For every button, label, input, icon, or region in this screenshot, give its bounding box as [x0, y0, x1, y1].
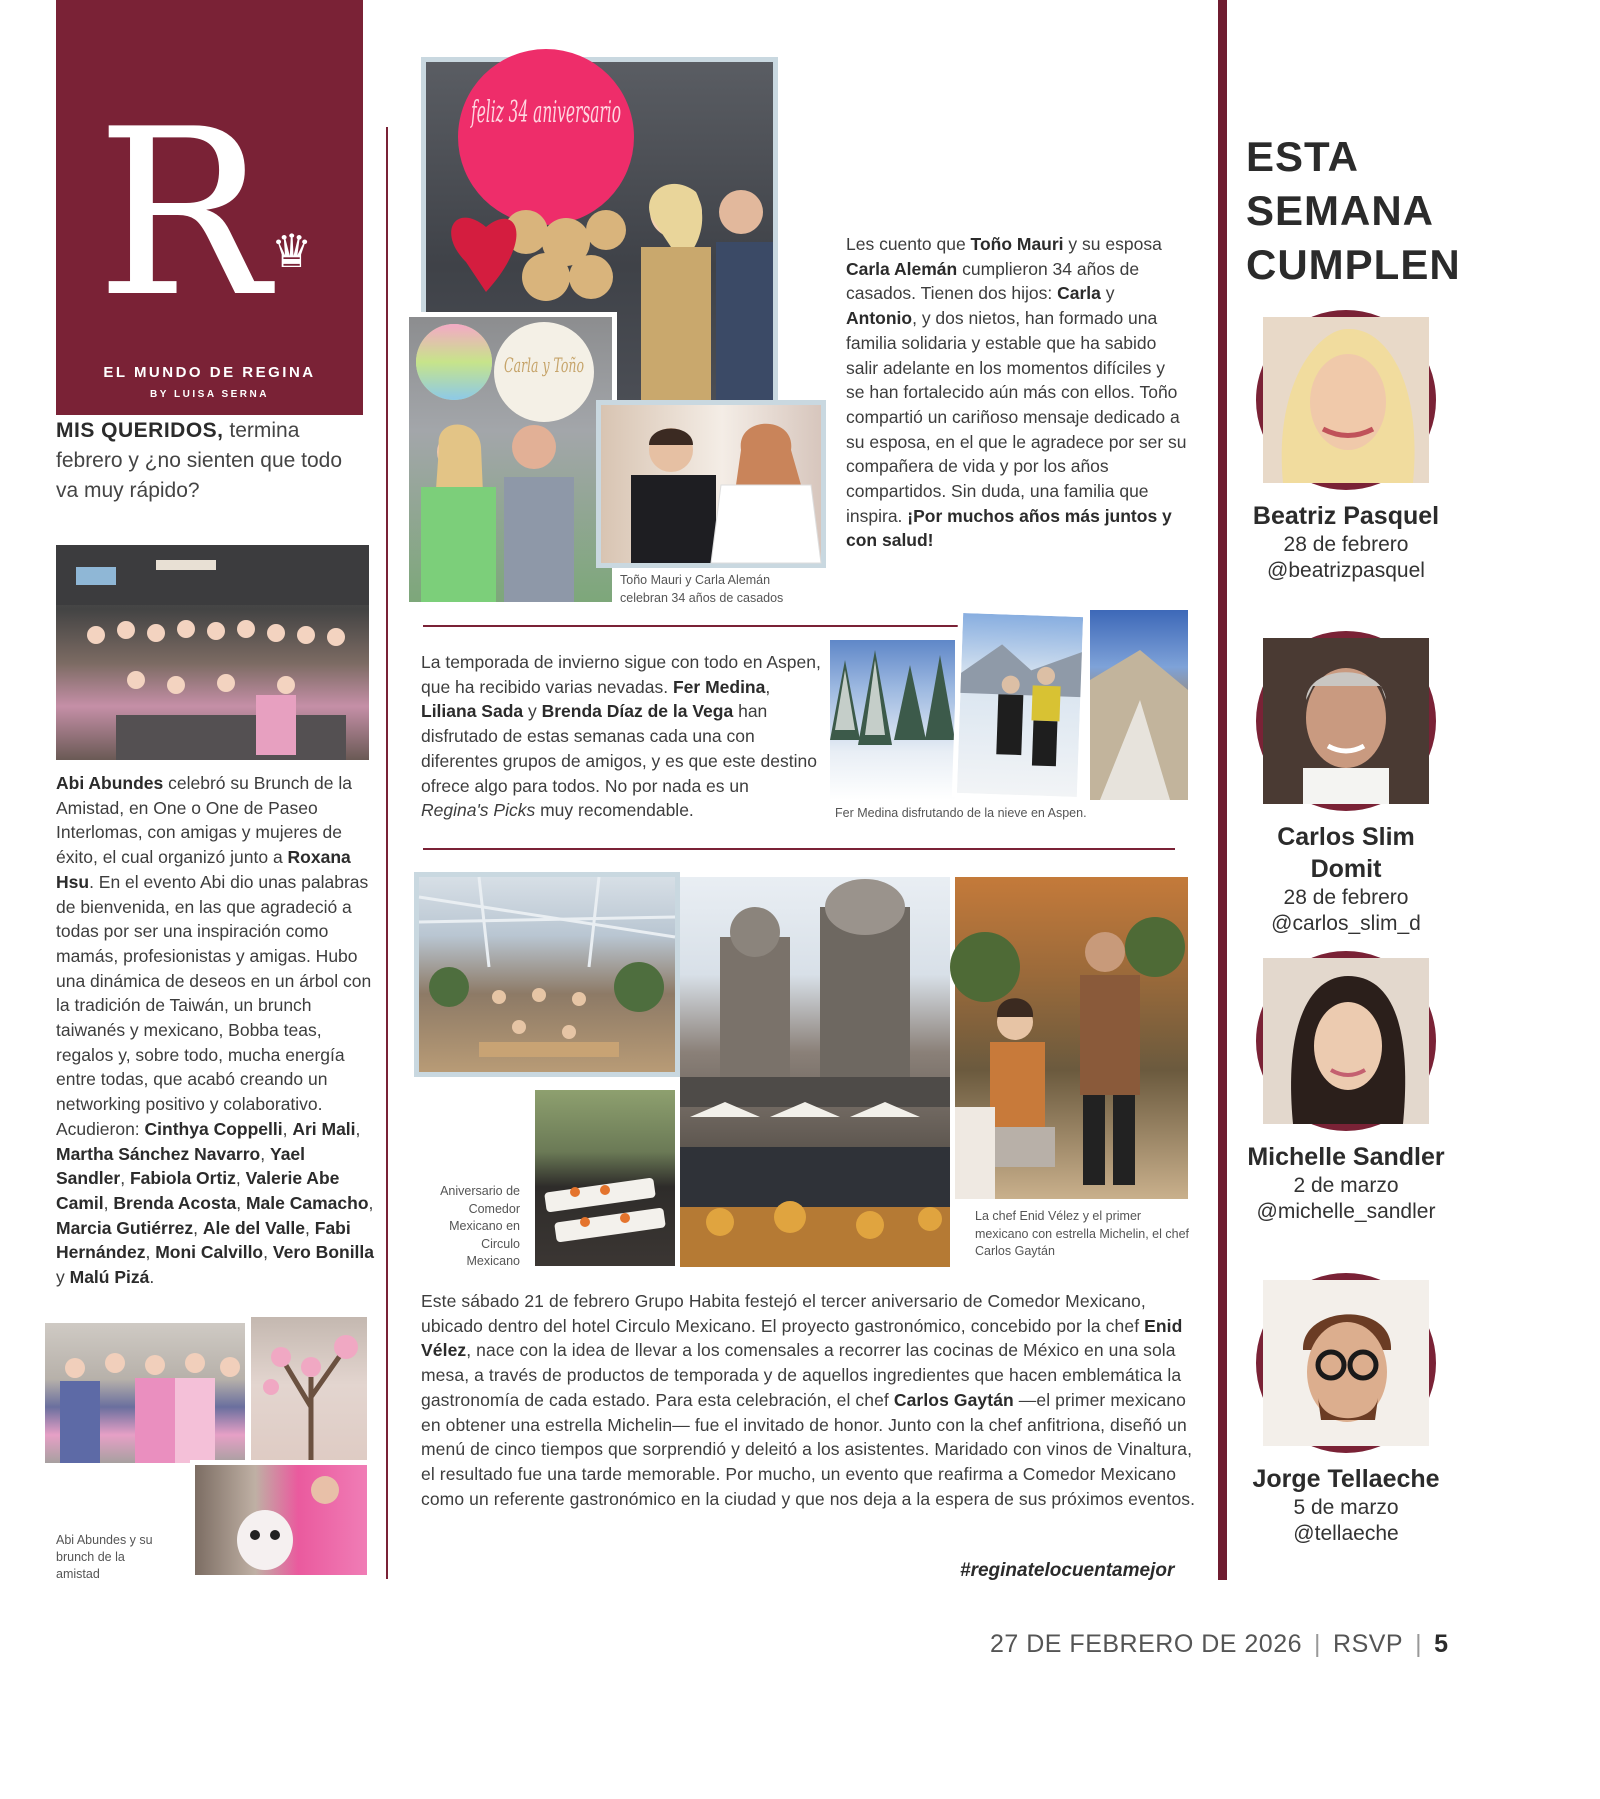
column-byline: BY LUISA SERNA [150, 389, 269, 400]
comedor-dishes-illustration [535, 1090, 675, 1266]
page-number: 5 [1434, 1630, 1449, 1658]
hashtag: #reginatelocuentamejor [960, 1560, 1175, 1581]
birthday-date: 5 de marzo [1293, 1496, 1399, 1519]
birthday-handle: @carlos_slim_d [1271, 912, 1421, 935]
birthday-card [1240, 951, 1452, 1225]
aspen-skiers-photo [952, 608, 1089, 802]
comedor-chefs-illustration [955, 877, 1188, 1199]
birthday-card [1240, 1273, 1452, 1547]
comedor-left-caption: Aniversario de Comedor Mexicano en Circulo Mexicano [440, 1184, 520, 1268]
birthday-name: Jorge Tellaeche [1252, 1465, 1440, 1493]
intro-text: MIS QUERIDOS, termina febrero y ¿no sienten que todo va muy rápido? [56, 419, 343, 502]
avatar-illustration [1263, 1280, 1429, 1446]
abi-article: Abi Abundes celebró su Brunch de la Amistad, en One o One de Paseo Interlomas, con amigas y mujeres de éxito, el cual organizó junto a Roxana Hsu. En el evento Abi dio unas palabras de bienvenida, en las que agradeció a todas por ser una inspiración como mamás, profesionistas y amigas. Hubo una dinámica de deseos en un árbol con la tradición de Taiwán, un brunch taiwanés y mexicano, Bobba teas, regalos y, sobre todo, mucha energía entre todas, que acabó creando un networking positivo y colaborativo. Acudieron: Cinthya Coppelli, Ari Mali, Martha Sánchez Navarro, Yael Sandler, Fabiola Ortiz, Valerie Abe Camil, Brenda Acosta, Male Camacho, Marcia Gutiérrez, Ale del Valle, Fabi Hernández, Moni Calvillo, Vero Bonilla y Malú Pizá. [56, 773, 375, 1288]
birthday-name: Carlos Slim Domit [1277, 823, 1415, 883]
comedor-cathedral-illustration [680, 877, 950, 1267]
mauri-wedding-photo [596, 400, 826, 568]
birthday-name: Michelle Sandler [1247, 1143, 1445, 1171]
mauri-photo-caption: Toño Mauri y Carla Alemán celebran 34 años de casados [620, 573, 784, 605]
avatar [1256, 951, 1436, 1131]
avatar [1256, 310, 1436, 490]
birthday-date: 2 de marzo [1293, 1174, 1399, 1197]
abi-friends-illustration [45, 1323, 245, 1463]
birthday-date: 28 de febrero [1283, 533, 1409, 556]
mauri-couple-illustration [409, 317, 612, 602]
avatar [1256, 1273, 1436, 1453]
comedor-terrace-illustration [419, 877, 675, 1072]
birthdays-title: ESTA SEMANA CUMPLEN [1246, 133, 1461, 288]
comedor-terrace-photo [414, 872, 680, 1077]
avatar-illustration [1263, 638, 1429, 804]
issue-date: 27 DE FEBRERO DE 2026 [990, 1630, 1303, 1658]
aspen-forest-photo [830, 640, 955, 800]
abi-group-illustration [56, 545, 369, 760]
comedor-dishes-photo [530, 1085, 680, 1271]
section-name: RSVP [1333, 1630, 1404, 1658]
page-footer [990, 1630, 1449, 1659]
crown-icon: ♛ [271, 225, 313, 277]
comedor-cathedral-photo [680, 877, 950, 1267]
balloon-name-text: Carla y Toño [504, 353, 584, 377]
birthday-name: Beatriz Pasquel [1252, 502, 1440, 530]
abi-group-photo [56, 545, 369, 760]
mauri-couple-photo [404, 312, 617, 607]
logo-letter: R [96, 81, 270, 348]
avatar-illustration [1263, 317, 1429, 483]
birthday-handle: @michelle_sandler [1256, 1200, 1436, 1223]
sidebar-rule [1218, 0, 1227, 1580]
birthday-handle: @tellaeche [1293, 1522, 1399, 1545]
birthday-card [1240, 631, 1452, 937]
birthday-card [1240, 310, 1452, 584]
abi-photo-caption: Abi Abundes y su brunch de la amistad [56, 1533, 153, 1581]
abi-abundes-photo [190, 1460, 372, 1580]
masthead-logo [56, 0, 363, 415]
section-divider-1 [423, 625, 958, 627]
abi-friends-photo [40, 1318, 250, 1468]
avatar [1256, 631, 1436, 811]
footer-separator: | [1314, 1630, 1322, 1658]
mauri-wedding-illustration [601, 405, 821, 563]
aspen-mountain-illustration [1090, 610, 1188, 800]
comedor-right-caption: La chef Enid Vélez y el primer mexicano con estrella Michelin, el chef Carlos Gaytán [975, 1209, 1189, 1258]
abi-abundes-illustration [195, 1465, 367, 1575]
section-divider-2 [423, 848, 1175, 850]
birthday-handle: @beatrizpasquel [1267, 559, 1425, 582]
balloon-text: feliz 34 aniversario [469, 95, 621, 130]
aspen-skiers-illustration [957, 613, 1083, 797]
mauri-article: Les cuento que Toño Mauri y su esposa Carla Alemán cumplieron 34 años de casados. Tienen dos hijos: Carla y Antonio, y dos nietos, han formado una familia solidaria y estable que ha sabido salir adelante en los momentos difíciles y se han fortalecido aún más con ellos. Toño compartió un cariñoso mensaje dedicado a su esposa, en el que le agradece por ser su compañera de vida y por los años compartidos. Sin duda, una familia que inspira. ¡Por muchos años más juntos y con salud! [846, 234, 1187, 551]
birthday-date: 28 de febrero [1283, 886, 1409, 909]
aspen-mountain-photo [1090, 610, 1188, 800]
aspen-forest-illustration [830, 640, 955, 800]
aspen-article: La temporada de invierno sigue con todo en Aspen, que ha recibido varias nevadas. Fer Medina, Liliana Sada y Brenda Díaz de la Vega han disfrutado de estas semanas cada una con diferentes grupos de amigos, y es que este destino ofrece algo para todos. No por nada es un Regina's Picks muy recomendable. [421, 652, 821, 821]
column-divider [386, 127, 388, 1579]
comedor-article: Este sábado 21 de febrero Grupo Habita festejó el tercer aniversario de Comedor Mexicano, ubicado dentro del hotel Circulo Mexicano. El proyecto gastronómico, concebido por la chef Enid Vélez, nace con la idea de llevar a los comensales a recorrer las cocinas de México en una sola mesa, a través de productos de temporada y de aquellos ingredientes que hacen emblemática la gastronomía de cada estado. Para esta celebración, el chef Carlos Gaytán —el primer mexicano en obtener una estrella Michelin— fue el invitado de honor. Junto con la chef anfitriona, diseñó un menú de cinco tiempos que sorprendió y deleitó a los asistentes. Maridado con vinos de Vinaltura, el resultado fue una tarde memorable. Por mucho, un evento que reafirma a Comedor Mexicano como un referente gastronómico en la ciudad y que nos deja a la espera de sus próximos eventos. [421, 1291, 1196, 1509]
avatar-illustration [1263, 958, 1429, 1124]
comedor-chefs-photo [955, 877, 1188, 1199]
aspen-photo-caption: Fer Medina disfrutando de la nieve en Aspen. [835, 806, 1087, 820]
footer-separator: | [1415, 1630, 1423, 1658]
column-title: EL MUNDO DE REGINA [103, 364, 316, 381]
